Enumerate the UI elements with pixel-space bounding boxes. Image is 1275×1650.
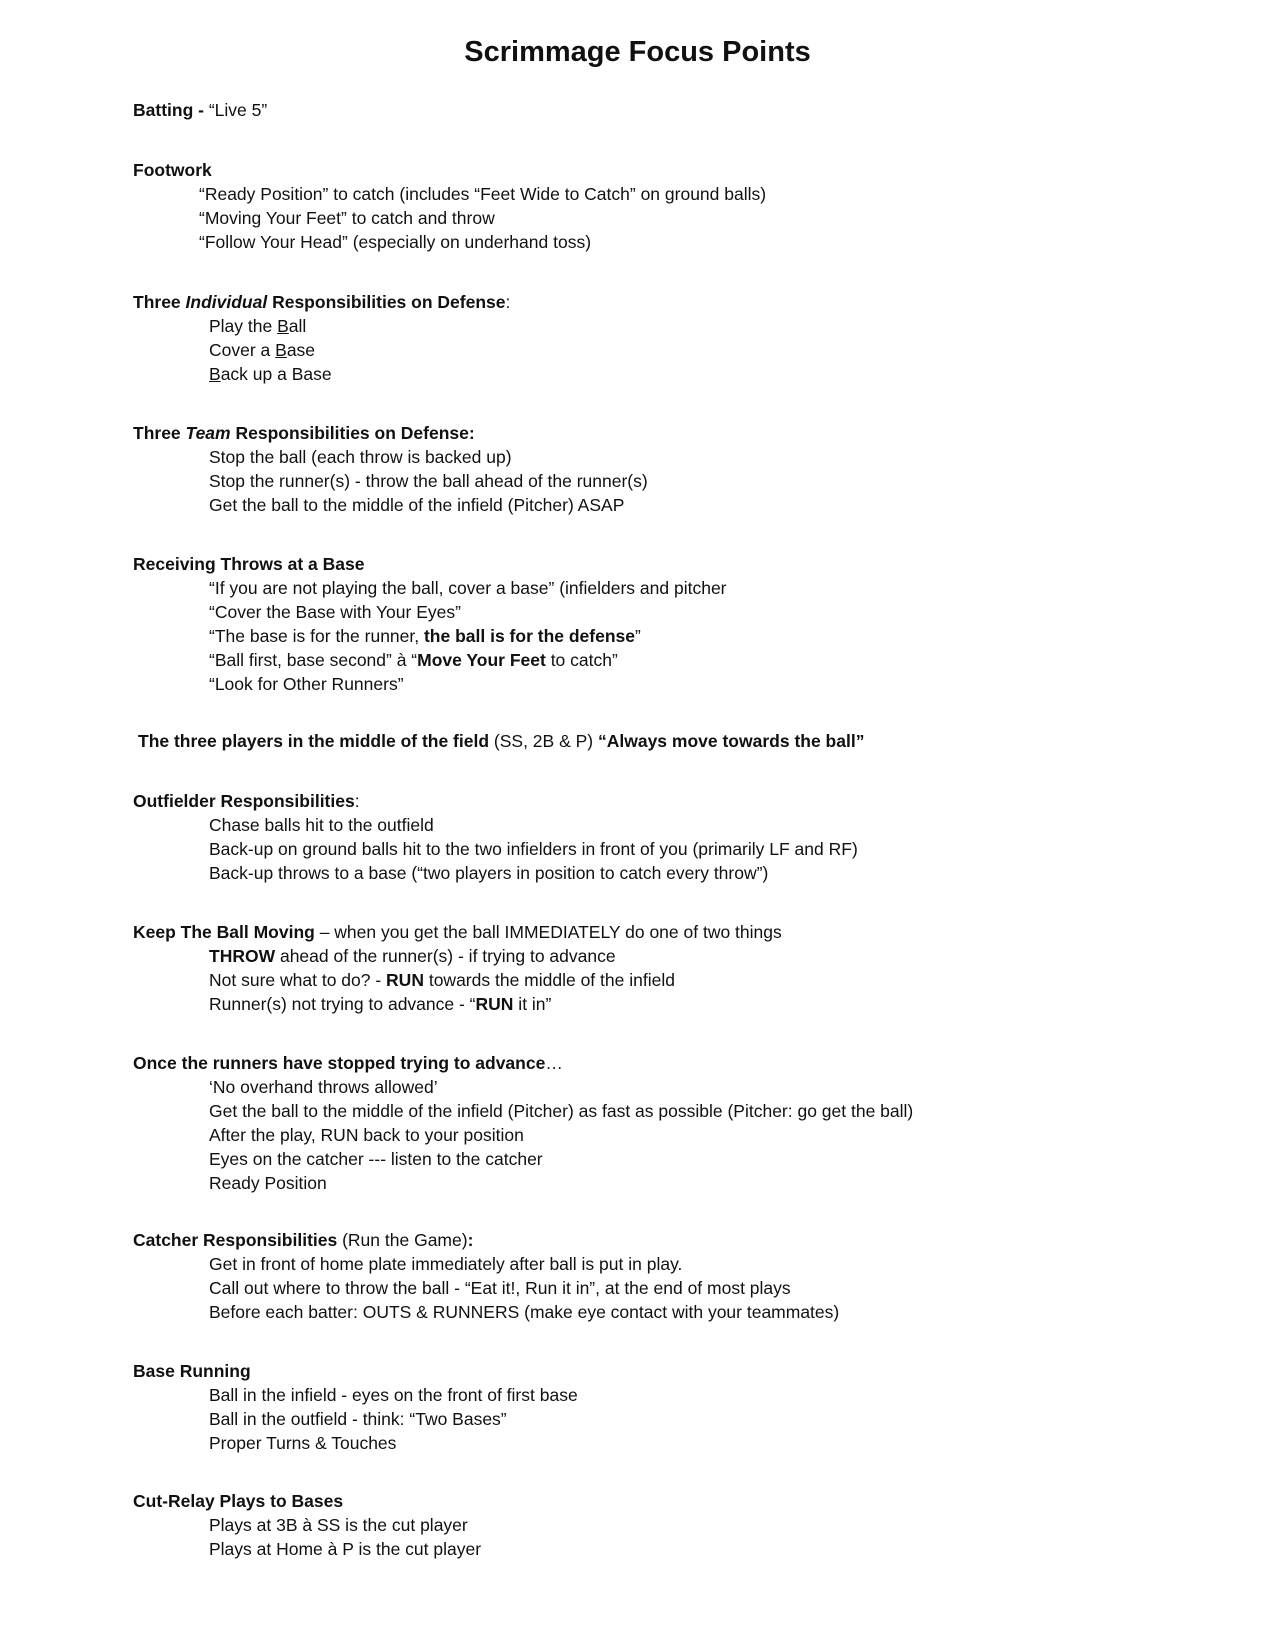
catcher-heading-colon: : — [467, 1230, 474, 1250]
receiving-item3-bold: the ball is for the defense — [423, 626, 636, 646]
individual-section — [133, 290, 1233, 386]
keep-moving-item3-post: it in” — [513, 994, 552, 1014]
outfielder-section — [133, 789, 1233, 885]
receiving-item: “Look for Other Runners” — [209, 674, 404, 694]
middle-bold2: “Always move towards the ball” — [597, 731, 865, 751]
team-item: Stop the ball (each throw is backed up) — [209, 447, 512, 467]
receiving-item4-post: to catch” — [545, 650, 618, 670]
keep-moving-item — [133, 944, 1233, 968]
keep-moving-heading — [133, 920, 1233, 944]
team-heading — [133, 421, 1233, 445]
catcher-item: Get in front of home plate immediately after ball is put in play. — [209, 1254, 683, 1274]
team-item: Stop the runner(s) - throw the ball ahead of the runner(s) — [209, 471, 648, 491]
receiving-item — [133, 624, 1233, 648]
base-running-heading-text: Base Running — [133, 1361, 251, 1381]
batting-section — [133, 98, 1233, 122]
footwork-item: “Ready Position” to catch (includes “Feet Wide to Catch” on ground balls) — [199, 184, 767, 204]
once-item: Get the ball to the middle of the infield (Pitcher) as fast as possible (Pitcher: go get the ball) — [209, 1101, 914, 1121]
keep-moving-section — [133, 920, 1233, 1016]
batting-label: Batting - — [133, 100, 204, 120]
base-running-section — [133, 1359, 1233, 1455]
footwork-section — [133, 158, 1233, 254]
once-item: Eyes on the catcher --- listen to the catcher — [209, 1149, 543, 1169]
individual-item-pre: Play the — [209, 316, 278, 336]
receiving-item4-pre: “Ball first, base second” à “ — [209, 650, 418, 670]
once-section — [133, 1051, 1233, 1195]
middle-section — [138, 729, 1238, 753]
once-item: After the play, RUN back to your position — [209, 1125, 524, 1145]
keep-moving-item3-pre: Runner(s) not trying to advance - “ — [209, 994, 476, 1014]
receiving-heading-text: Receiving Throws at a Base — [133, 554, 365, 574]
catcher-heading-text: Catcher Responsibilities — [133, 1230, 338, 1250]
cut-relay-item: Plays at Home à P is the cut player — [209, 1539, 482, 1559]
keep-moving-item1-rest: ahead of the runner(s) - if trying to advance — [275, 946, 616, 966]
receiving-item: “Cover the Base with Your Eyes” — [209, 602, 461, 622]
receiving-item3-post: ” — [635, 626, 641, 646]
individual-item-post: ack up a Base — [220, 364, 332, 384]
individual-item — [133, 362, 1233, 386]
individual-heading-post: Responsibilities on Defense — [267, 292, 506, 312]
once-heading-text: Once the runners have stopped trying to advance — [133, 1053, 546, 1073]
keep-moving-item3-bold: RUN — [475, 994, 514, 1014]
individual-heading-colon: : — [505, 292, 511, 312]
cut-relay-heading — [133, 1489, 1233, 1513]
once-heading — [133, 1051, 1233, 1075]
batting-line — [133, 98, 1233, 122]
team-item: Get the ball to the middle of the infield (Pitcher) ASAP — [209, 495, 625, 515]
outfielder-item: Back-up on ground balls hit to the two infielders in front of you (primarily LF and RF) — [209, 839, 858, 859]
base-running-item: Ball in the infield - eyes on the front of first base — [209, 1385, 578, 1405]
receiving-item — [133, 648, 1233, 672]
team-heading-post: Responsibilities on Defense: — [230, 423, 475, 443]
outfielder-item: Back-up throws to a base (“two players in position to catch every throw”) — [209, 863, 769, 883]
batting-text: “Live 5” — [203, 100, 268, 120]
receiving-section — [133, 552, 1233, 696]
individual-item-underline: B — [275, 340, 287, 360]
individual-heading — [133, 290, 1233, 314]
receiving-item: “If you are not playing the ball, cover a base” (infielders and pitcher — [209, 578, 727, 598]
middle-normal: (SS, 2B & P) — [489, 731, 598, 751]
receiving-heading — [133, 552, 1233, 576]
base-running-item: Proper Turns & Touches — [209, 1433, 397, 1453]
keep-moving-item2-pre: Not sure what to do? - — [209, 970, 387, 990]
outfielder-heading-text: Outfielder Responsibilities — [133, 791, 355, 811]
footwork-item: “Moving Your Feet” to catch and throw — [199, 208, 495, 228]
catcher-item: Call out where to throw the ball - “Eat it!, Run it in”, at the end of most plays — [209, 1278, 791, 1298]
individual-heading-pre: Three — [133, 292, 186, 312]
base-running-heading — [133, 1359, 1233, 1383]
keep-moving-item2-bold: RUN — [386, 970, 424, 990]
receiving-item4-bold: Move Your Feet — [417, 650, 546, 670]
base-running-item: Ball in the outfield - think: “Two Bases” — [209, 1409, 507, 1429]
footwork-heading-text: Footwork — [133, 160, 212, 180]
individual-heading-em: Individual — [185, 292, 268, 312]
individual-item-post: ase — [286, 340, 316, 360]
individual-item — [133, 338, 1233, 362]
once-item: ‘No overhand throws allowed’ — [209, 1077, 438, 1097]
individual-item-underline: B — [209, 364, 221, 384]
individual-item — [133, 314, 1233, 338]
catcher-item: Before each batter: OUTS & RUNNERS (make eye contact with your teammates) — [209, 1302, 840, 1322]
outfielder-heading-colon: : — [354, 791, 360, 811]
keep-moving-item — [133, 992, 1233, 1016]
keep-moving-item2-post: towards the middle of the infield — [423, 970, 675, 990]
keep-moving-heading-text: Keep The Ball Moving — [133, 922, 315, 942]
outfielder-heading — [133, 789, 1233, 813]
cut-relay-item: Plays at 3B à SS is the cut player — [209, 1515, 468, 1535]
catcher-section — [133, 1228, 1233, 1324]
footwork-heading — [133, 158, 1233, 182]
page-title: Scrimmage Focus Points — [464, 36, 811, 68]
catcher-heading-mid: (Run the Game) — [337, 1230, 468, 1250]
individual-item-underline: B — [277, 316, 289, 336]
catcher-heading — [133, 1228, 1233, 1252]
individual-item-pre: Cover a — [209, 340, 276, 360]
once-item: Ready Position — [209, 1173, 327, 1193]
team-section — [133, 421, 1233, 517]
cut-relay-heading-text: Cut-Relay Plays to Bases — [133, 1491, 344, 1511]
keep-moving-item1-bold: THROW — [209, 946, 276, 966]
footwork-item: “Follow Your Head” (especially on underhand toss) — [199, 232, 592, 252]
receiving-item3-pre: “The base is for the runner, — [209, 626, 424, 646]
middle-line — [138, 729, 1238, 753]
cut-relay-section — [133, 1489, 1233, 1561]
keep-moving-item — [133, 968, 1233, 992]
team-heading-em: Team — [185, 423, 231, 443]
team-heading-pre: Three — [133, 423, 186, 443]
individual-item-post: all — [288, 316, 307, 336]
once-heading-rest: … — [545, 1053, 563, 1073]
keep-moving-heading-rest: – when you get the ball IMMEDIATELY do one of two things — [314, 922, 782, 942]
middle-bold1: The three players in the middle of the field — [138, 731, 490, 751]
outfielder-item: Chase balls hit to the outfield — [209, 815, 434, 835]
